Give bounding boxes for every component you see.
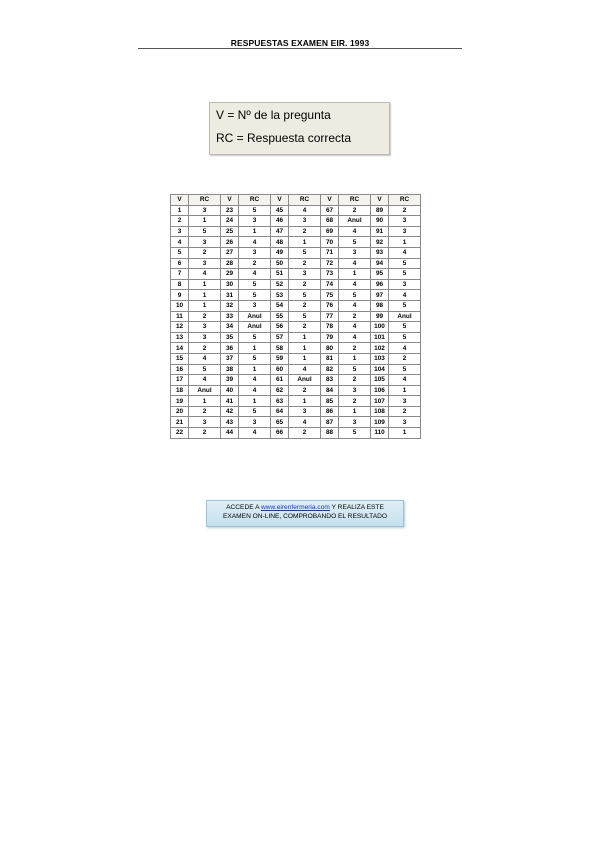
question-number-cell: 38 (221, 364, 239, 375)
question-number-cell: 61 (271, 375, 289, 386)
question-number-cell: 9 (171, 290, 189, 301)
question-number-cell: 17 (171, 375, 189, 386)
correct-answer-cell: 5 (339, 364, 371, 375)
question-number-cell: 69 (321, 226, 339, 237)
table-row (171, 290, 421, 301)
question-number-cell: 1 (171, 205, 189, 216)
correct-answer-cell: 2 (289, 428, 321, 439)
correct-answer-cell: 2 (289, 279, 321, 290)
table-row (171, 226, 421, 237)
correct-answer-cell: 4 (189, 353, 221, 364)
banner-prefix: ACCEDE A (226, 504, 261, 511)
question-number-cell: 82 (321, 364, 339, 375)
question-number-cell: 42 (221, 406, 239, 417)
table-row (171, 417, 421, 428)
correct-answer-cell: 1 (389, 237, 421, 248)
correct-answer-cell: Anul (239, 322, 271, 333)
table-row (171, 216, 421, 227)
question-number-cell: 81 (321, 353, 339, 364)
correct-answer-cell: 1 (239, 343, 271, 354)
correct-answer-cell: 2 (289, 258, 321, 269)
question-number-cell: 83 (321, 375, 339, 386)
question-number-cell: 11 (171, 311, 189, 322)
question-number-cell: 80 (321, 343, 339, 354)
question-number-cell: 76 (321, 300, 339, 311)
question-number-cell: 86 (321, 406, 339, 417)
correct-answer-cell: 4 (339, 300, 371, 311)
table-row (171, 205, 421, 216)
column-header: RC (289, 195, 321, 206)
question-number-cell: 60 (271, 364, 289, 375)
question-number-cell: 39 (221, 375, 239, 386)
correct-answer-cell: 1 (189, 216, 221, 227)
question-number-cell: 104 (371, 364, 389, 375)
correct-answer-cell: 3 (239, 300, 271, 311)
question-number-cell: 34 (221, 322, 239, 333)
correct-answer-cell: 4 (389, 290, 421, 301)
question-number-cell: 20 (171, 406, 189, 417)
question-number-cell: 47 (271, 226, 289, 237)
correct-answer-cell: 2 (239, 258, 271, 269)
correct-answer-cell: 4 (339, 258, 371, 269)
correct-answer-cell: 4 (289, 205, 321, 216)
correct-answer-cell: 2 (389, 353, 421, 364)
question-number-cell: 92 (371, 237, 389, 248)
question-number-cell: 13 (171, 332, 189, 343)
correct-answer-cell: 1 (289, 343, 321, 354)
correct-answer-cell: 5 (389, 364, 421, 375)
question-number-cell: 35 (221, 332, 239, 343)
table-row (171, 385, 421, 396)
question-number-cell: 87 (321, 417, 339, 428)
table-row (171, 247, 421, 258)
correct-answer-cell: 5 (389, 322, 421, 333)
correct-answer-cell: Anul (239, 311, 271, 322)
question-number-cell: 66 (271, 428, 289, 439)
column-header: V (271, 195, 289, 206)
correct-answer-cell: 4 (239, 269, 271, 280)
correct-answer-cell: 4 (239, 375, 271, 386)
column-header: RC (389, 195, 421, 206)
correct-answer-cell: 4 (289, 417, 321, 428)
question-number-cell: 46 (271, 216, 289, 227)
correct-answer-cell: 2 (339, 343, 371, 354)
question-number-cell: 68 (321, 216, 339, 227)
online-exam-banner (206, 500, 404, 527)
question-number-cell: 25 (221, 226, 239, 237)
table-row (171, 237, 421, 248)
question-number-cell: 21 (171, 417, 189, 428)
question-number-cell: 106 (371, 385, 389, 396)
question-number-cell: 57 (271, 332, 289, 343)
question-number-cell: 8 (171, 279, 189, 290)
correct-answer-cell: 1 (339, 353, 371, 364)
website-link[interactable]: www.eirenfermeria.com (260, 504, 330, 511)
legend-box (209, 102, 390, 155)
question-number-cell: 24 (221, 216, 239, 227)
table-header-row (171, 195, 421, 206)
question-number-cell: 70 (321, 237, 339, 248)
question-number-cell: 67 (321, 205, 339, 216)
question-number-cell: 29 (221, 269, 239, 280)
question-number-cell: 79 (321, 332, 339, 343)
correct-answer-cell: 4 (339, 226, 371, 237)
correct-answer-cell: 3 (289, 269, 321, 280)
question-number-cell: 85 (321, 396, 339, 407)
question-number-cell: 64 (271, 406, 289, 417)
correct-answer-cell: 5 (289, 290, 321, 301)
answers-table (170, 194, 421, 439)
question-number-cell: 18 (171, 385, 189, 396)
correct-answer-cell: 1 (289, 237, 321, 248)
question-number-cell: 16 (171, 364, 189, 375)
question-number-cell: 55 (271, 311, 289, 322)
table-row (171, 353, 421, 364)
correct-answer-cell: 1 (239, 396, 271, 407)
correct-answer-cell: 5 (339, 237, 371, 248)
correct-answer-cell: 3 (189, 237, 221, 248)
question-number-cell: 91 (371, 226, 389, 237)
column-header: V (321, 195, 339, 206)
correct-answer-cell: 3 (189, 258, 221, 269)
column-header: V (171, 195, 189, 206)
correct-answer-cell: 3 (389, 417, 421, 428)
correct-answer-cell: Anul (339, 216, 371, 227)
correct-answer-cell: 4 (339, 322, 371, 333)
question-number-cell: 103 (371, 353, 389, 364)
question-number-cell: 77 (321, 311, 339, 322)
correct-answer-cell: 4 (239, 385, 271, 396)
page-title: RESPUESTAS EXAMEN EIR. 1993 (230, 38, 370, 48)
correct-answer-cell: 3 (339, 247, 371, 258)
question-number-cell: 31 (221, 290, 239, 301)
correct-answer-cell: 3 (189, 332, 221, 343)
correct-answer-cell: 3 (239, 216, 271, 227)
column-header: V (221, 195, 239, 206)
correct-answer-cell: 3 (339, 385, 371, 396)
correct-answer-cell: 5 (239, 332, 271, 343)
correct-answer-cell: 5 (189, 364, 221, 375)
correct-answer-cell: 2 (339, 311, 371, 322)
question-number-cell: 98 (371, 300, 389, 311)
question-number-cell: 89 (371, 205, 389, 216)
correct-answer-cell: 3 (189, 322, 221, 333)
correct-answer-cell: 1 (189, 396, 221, 407)
correct-answer-cell: 5 (289, 311, 321, 322)
question-number-cell: 45 (271, 205, 289, 216)
table-row (171, 300, 421, 311)
correct-answer-cell: 3 (289, 216, 321, 227)
question-number-cell: 110 (371, 428, 389, 439)
question-number-cell: 37 (221, 353, 239, 364)
correct-answer-cell: 4 (189, 375, 221, 386)
question-number-cell: 7 (171, 269, 189, 280)
question-number-cell: 28 (221, 258, 239, 269)
table-row (171, 311, 421, 322)
column-header: V (371, 195, 389, 206)
correct-answer-cell: 5 (239, 406, 271, 417)
correct-answer-cell: 4 (189, 269, 221, 280)
question-number-cell: 105 (371, 375, 389, 386)
correct-answer-cell: 1 (239, 364, 271, 375)
correct-answer-cell: 2 (389, 406, 421, 417)
question-number-cell: 84 (321, 385, 339, 396)
table-row (171, 375, 421, 386)
correct-answer-cell: 3 (389, 226, 421, 237)
correct-answer-cell: 3 (239, 417, 271, 428)
question-number-cell: 4 (171, 237, 189, 248)
correct-answer-cell: 1 (289, 353, 321, 364)
correct-answer-cell: 5 (239, 353, 271, 364)
correct-answer-cell: Anul (289, 375, 321, 386)
header-divider (138, 48, 462, 49)
correct-answer-cell: 1 (189, 300, 221, 311)
correct-answer-cell: 4 (289, 364, 321, 375)
correct-answer-cell: 5 (239, 279, 271, 290)
question-number-cell: 27 (221, 247, 239, 258)
question-number-cell: 53 (271, 290, 289, 301)
question-number-cell: 56 (271, 322, 289, 333)
question-number-cell: 44 (221, 428, 239, 439)
question-number-cell: 49 (271, 247, 289, 258)
column-header: RC (189, 195, 221, 206)
correct-answer-cell: 1 (389, 428, 421, 439)
column-header: RC (339, 195, 371, 206)
question-number-cell: 73 (321, 269, 339, 280)
question-number-cell: 40 (221, 385, 239, 396)
table-row (171, 332, 421, 343)
table-row (171, 258, 421, 269)
question-number-cell: 97 (371, 290, 389, 301)
correct-answer-cell: 2 (389, 205, 421, 216)
table-row (171, 406, 421, 417)
question-number-cell: 54 (271, 300, 289, 311)
correct-answer-cell: Anul (189, 385, 221, 396)
correct-answer-cell: 2 (189, 311, 221, 322)
question-number-cell: 107 (371, 396, 389, 407)
correct-answer-cell: 5 (239, 205, 271, 216)
question-number-cell: 95 (371, 269, 389, 280)
correct-answer-cell: 3 (189, 417, 221, 428)
correct-answer-cell: 1 (189, 290, 221, 301)
question-number-cell: 96 (371, 279, 389, 290)
correct-answer-cell: 3 (389, 216, 421, 227)
question-number-cell: 58 (271, 343, 289, 354)
question-number-cell: 108 (371, 406, 389, 417)
question-number-cell: 101 (371, 332, 389, 343)
question-number-cell: 48 (271, 237, 289, 248)
banner-suffix: Y REALIZA ESTE (329, 504, 384, 511)
correct-answer-cell: 1 (189, 279, 221, 290)
correct-answer-cell: 4 (239, 428, 271, 439)
correct-answer-cell: 4 (389, 247, 421, 258)
question-number-cell: 62 (271, 385, 289, 396)
correct-answer-cell: 5 (339, 428, 371, 439)
question-number-cell: 5 (171, 247, 189, 258)
question-number-cell: 75 (321, 290, 339, 301)
question-number-cell: 74 (321, 279, 339, 290)
question-number-cell: 59 (271, 353, 289, 364)
question-number-cell: 51 (271, 269, 289, 280)
correct-answer-cell: 4 (339, 332, 371, 343)
correct-answer-cell: 3 (289, 406, 321, 417)
question-number-cell: 72 (321, 258, 339, 269)
question-number-cell: 88 (321, 428, 339, 439)
question-number-cell: 23 (221, 205, 239, 216)
table-row (171, 396, 421, 407)
correct-answer-cell: 2 (289, 226, 321, 237)
correct-answer-cell: 3 (389, 396, 421, 407)
question-number-cell: 3 (171, 226, 189, 237)
question-number-cell: 99 (371, 311, 389, 322)
correct-answer-cell: 2 (189, 428, 221, 439)
correct-answer-cell: 1 (239, 226, 271, 237)
correct-answer-cell: 2 (289, 385, 321, 396)
table-row (171, 428, 421, 439)
correct-answer-cell: 2 (189, 247, 221, 258)
question-number-cell: 43 (221, 417, 239, 428)
correct-answer-cell: 1 (289, 396, 321, 407)
question-number-cell: 109 (371, 417, 389, 428)
correct-answer-cell: 3 (339, 417, 371, 428)
answers-table-body (171, 205, 421, 438)
question-number-cell: 26 (221, 237, 239, 248)
question-number-cell: 94 (371, 258, 389, 269)
question-number-cell: 32 (221, 300, 239, 311)
question-number-cell: 14 (171, 343, 189, 354)
table-row (171, 343, 421, 354)
question-number-cell: 30 (221, 279, 239, 290)
question-number-cell: 10 (171, 300, 189, 311)
correct-answer-cell: 1 (339, 406, 371, 417)
table-row (171, 269, 421, 280)
correct-answer-cell: 5 (339, 290, 371, 301)
correct-answer-cell: 2 (339, 375, 371, 386)
question-number-cell: 6 (171, 258, 189, 269)
question-number-cell: 12 (171, 322, 189, 333)
correct-answer-cell: 4 (389, 375, 421, 386)
question-number-cell: 65 (271, 417, 289, 428)
correct-answer-cell: 4 (239, 237, 271, 248)
table-row (171, 279, 421, 290)
correct-answer-cell: 2 (339, 205, 371, 216)
correct-answer-cell: 1 (339, 269, 371, 280)
correct-answer-cell: 5 (389, 258, 421, 269)
question-number-cell: 63 (271, 396, 289, 407)
correct-answer-cell: 5 (289, 247, 321, 258)
table-row (171, 364, 421, 375)
question-number-cell: 78 (321, 322, 339, 333)
correct-answer-cell: 5 (189, 226, 221, 237)
column-header: RC (239, 195, 271, 206)
table-row (171, 322, 421, 333)
correct-answer-cell: 3 (239, 247, 271, 258)
question-number-cell: 102 (371, 343, 389, 354)
question-number-cell: 71 (321, 247, 339, 258)
question-number-cell: 52 (271, 279, 289, 290)
correct-answer-cell: 2 (339, 396, 371, 407)
legend-correct-answer: RC = Respuesta correcta (216, 131, 352, 145)
legend-question-number: V = Nº de la pregunta (216, 108, 331, 122)
correct-answer-cell: 5 (389, 269, 421, 280)
question-number-cell: 19 (171, 396, 189, 407)
correct-answer-cell: 4 (389, 343, 421, 354)
correct-answer-cell: 5 (389, 300, 421, 311)
question-number-cell: 93 (371, 247, 389, 258)
banner-line-2: EXAMEN ON-LINE, COMPROBANDO EL RESULTADO (222, 513, 387, 520)
question-number-cell: 33 (221, 311, 239, 322)
question-number-cell: 100 (371, 322, 389, 333)
question-number-cell: 41 (221, 396, 239, 407)
correct-answer-cell: 3 (189, 205, 221, 216)
correct-answer-cell: 2 (289, 322, 321, 333)
question-number-cell: 90 (371, 216, 389, 227)
banner-line-1 (207, 503, 403, 512)
correct-answer-cell: 2 (189, 343, 221, 354)
correct-answer-cell: Anul (389, 311, 421, 322)
correct-answer-cell: 2 (189, 406, 221, 417)
correct-answer-cell: 4 (339, 279, 371, 290)
correct-answer-cell: 5 (389, 332, 421, 343)
correct-answer-cell: 5 (239, 290, 271, 301)
question-number-cell: 22 (171, 428, 189, 439)
correct-answer-cell: 1 (289, 332, 321, 343)
correct-answer-cell: 1 (389, 385, 421, 396)
correct-answer-cell: 3 (389, 279, 421, 290)
question-number-cell: 36 (221, 343, 239, 354)
question-number-cell: 15 (171, 353, 189, 364)
question-number-cell: 50 (271, 258, 289, 269)
question-number-cell: 2 (171, 216, 189, 227)
correct-answer-cell: 2 (289, 300, 321, 311)
